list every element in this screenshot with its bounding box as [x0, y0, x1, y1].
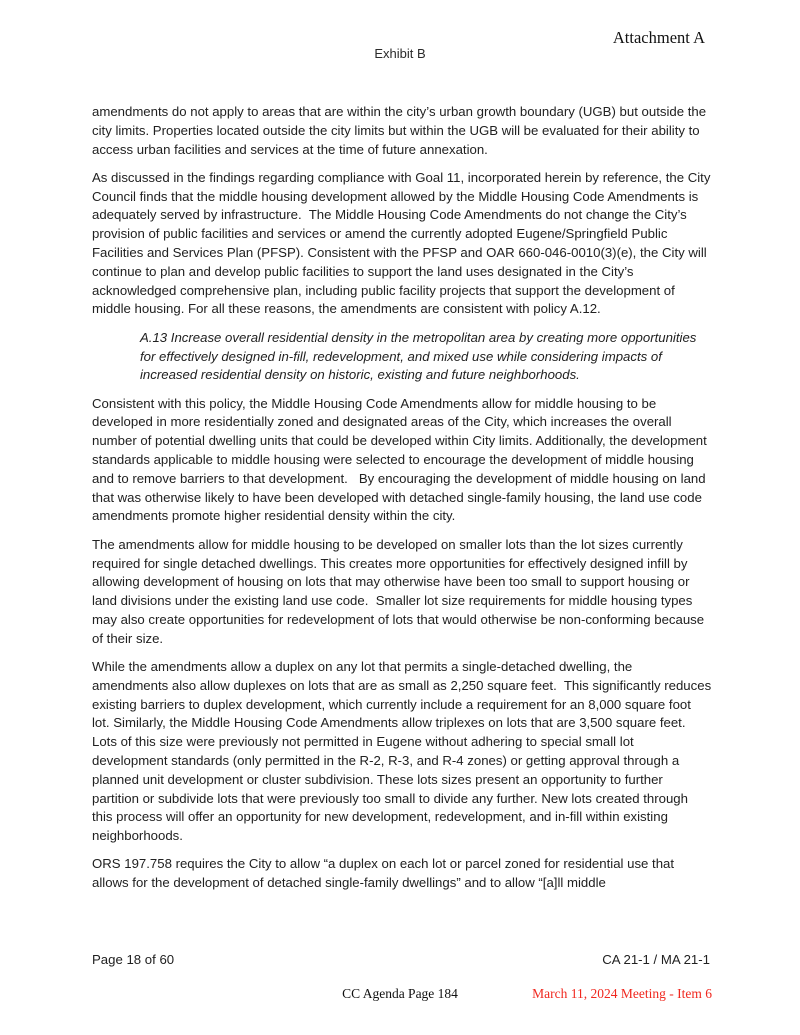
page-number-label: Page 18 of 60 [92, 952, 175, 967]
document-footer [92, 952, 710, 967]
exhibit-label: Exhibit B [374, 46, 426, 61]
body-paragraph: The amendments allow for middle housing to be developed on smaller lots than the lot sizes currently required for single detached dwellings. This creates more opportunities for effectively designed infill by allowing development of housing on lots that may otherwise have been too small to support housing or land divisions under the existing land use code. Smaller lot size requirements for middle housing types may also create opportunities for redevelopment of lots that would otherwise be non-conforming because of their size. [92, 536, 708, 646]
agenda-footer [0, 986, 800, 1004]
case-number-label: CA 21-1 / MA 21-1 [602, 952, 710, 967]
meeting-info-label: March 11, 2024 Meeting - Item 6 [532, 986, 712, 1001]
body-paragraph: Consistent with this policy, the Middle Housing Code Amendments allow for middle housing to be developed in more residentially zoned and designated areas of the City, which increases the overall number of potential dwelling units that could be developed within City limits. Additionally, the development standards applicable to middle housing were selected to encourage the development of middle housing and to remove barriers to that development. By encouraging the development of middle housing on land that was otherwise likely to have been developed with detached single-family housing, the land use code amendments promote higher residential density within the city. [92, 395, 711, 524]
body-paragraph: ORS 197.758 requires the City to allow “a duplex on each lot or parcel zoned for residential use that allows for the development of detached single-family dwellings” and to allow “[a]ll middle [92, 856, 678, 891]
agenda-page-label: CC Agenda Page 184 [342, 986, 458, 1001]
body-paragraph: As discussed in the findings regarding compliance with Goal 11, incorporated herein by reference, the City Council finds that the middle housing development allowed by the Middle Housing Code Amendments is adequately served by infrastructure. The Middle Housing Code Amendments do not change the City’s provision of public facilities and services or amend the currently adopted Eugene/Springfield Public Facilities and Services Plan (PFSP). Consistent with the PFSP and OAR 660-046-0010(3)(e), the City will continue to plan and develop public facilities to support the land uses designated in the City’s acknowledged comprehensive plan, including public facility projects that support the development of middle housing. For all these reasons, the amendments are consistent with policy A.12. [92, 169, 715, 317]
policy-quote-paragraph: A.13 Increase overall residential density in the metropolitan area by creating more opportunities for effectively designed in-fill, redevelopment, and mixed use while considering impacts of increased residential density on historic, existing and future neighborhoods. [140, 329, 701, 383]
document-body [92, 103, 715, 903]
body-paragraph: amendments do not apply to areas that are within the city’s urban growth boundary (UGB) but outside the city limits. Properties located outside the city limits but within the UGB will be evaluated for their ability to access urban facilities and services at the time of future annexation. [92, 104, 710, 157]
body-paragraph: While the amendments allow a duplex on any lot that permits a single-detached dwelling, the amendments also allow duplexes on lots that are as small as 2,250 square feet. This significantly reduces existing barriers to duplex development, which currently include a requirement for an 8,000 square foot lot. Similarly, the Middle Housing Code Amendments allow triplexes on lots that are 3,500 square feet. Lots of this size were previously not permitted in Eugene without adhering to special small lot development standards (only permitted in the R-2, R-3, and R-4 zones) or getting approval through a planned unit development or cluster subdivision. These lots sizes present an opportunity to further partition or subdivide lots that were previously too small to divide any further. New lots created through this process will offer an opportunity for new development, redevelopment, and in-fill within existing neighborhoods. [92, 659, 715, 844]
attachment-label: Attachment A [612, 28, 705, 47]
